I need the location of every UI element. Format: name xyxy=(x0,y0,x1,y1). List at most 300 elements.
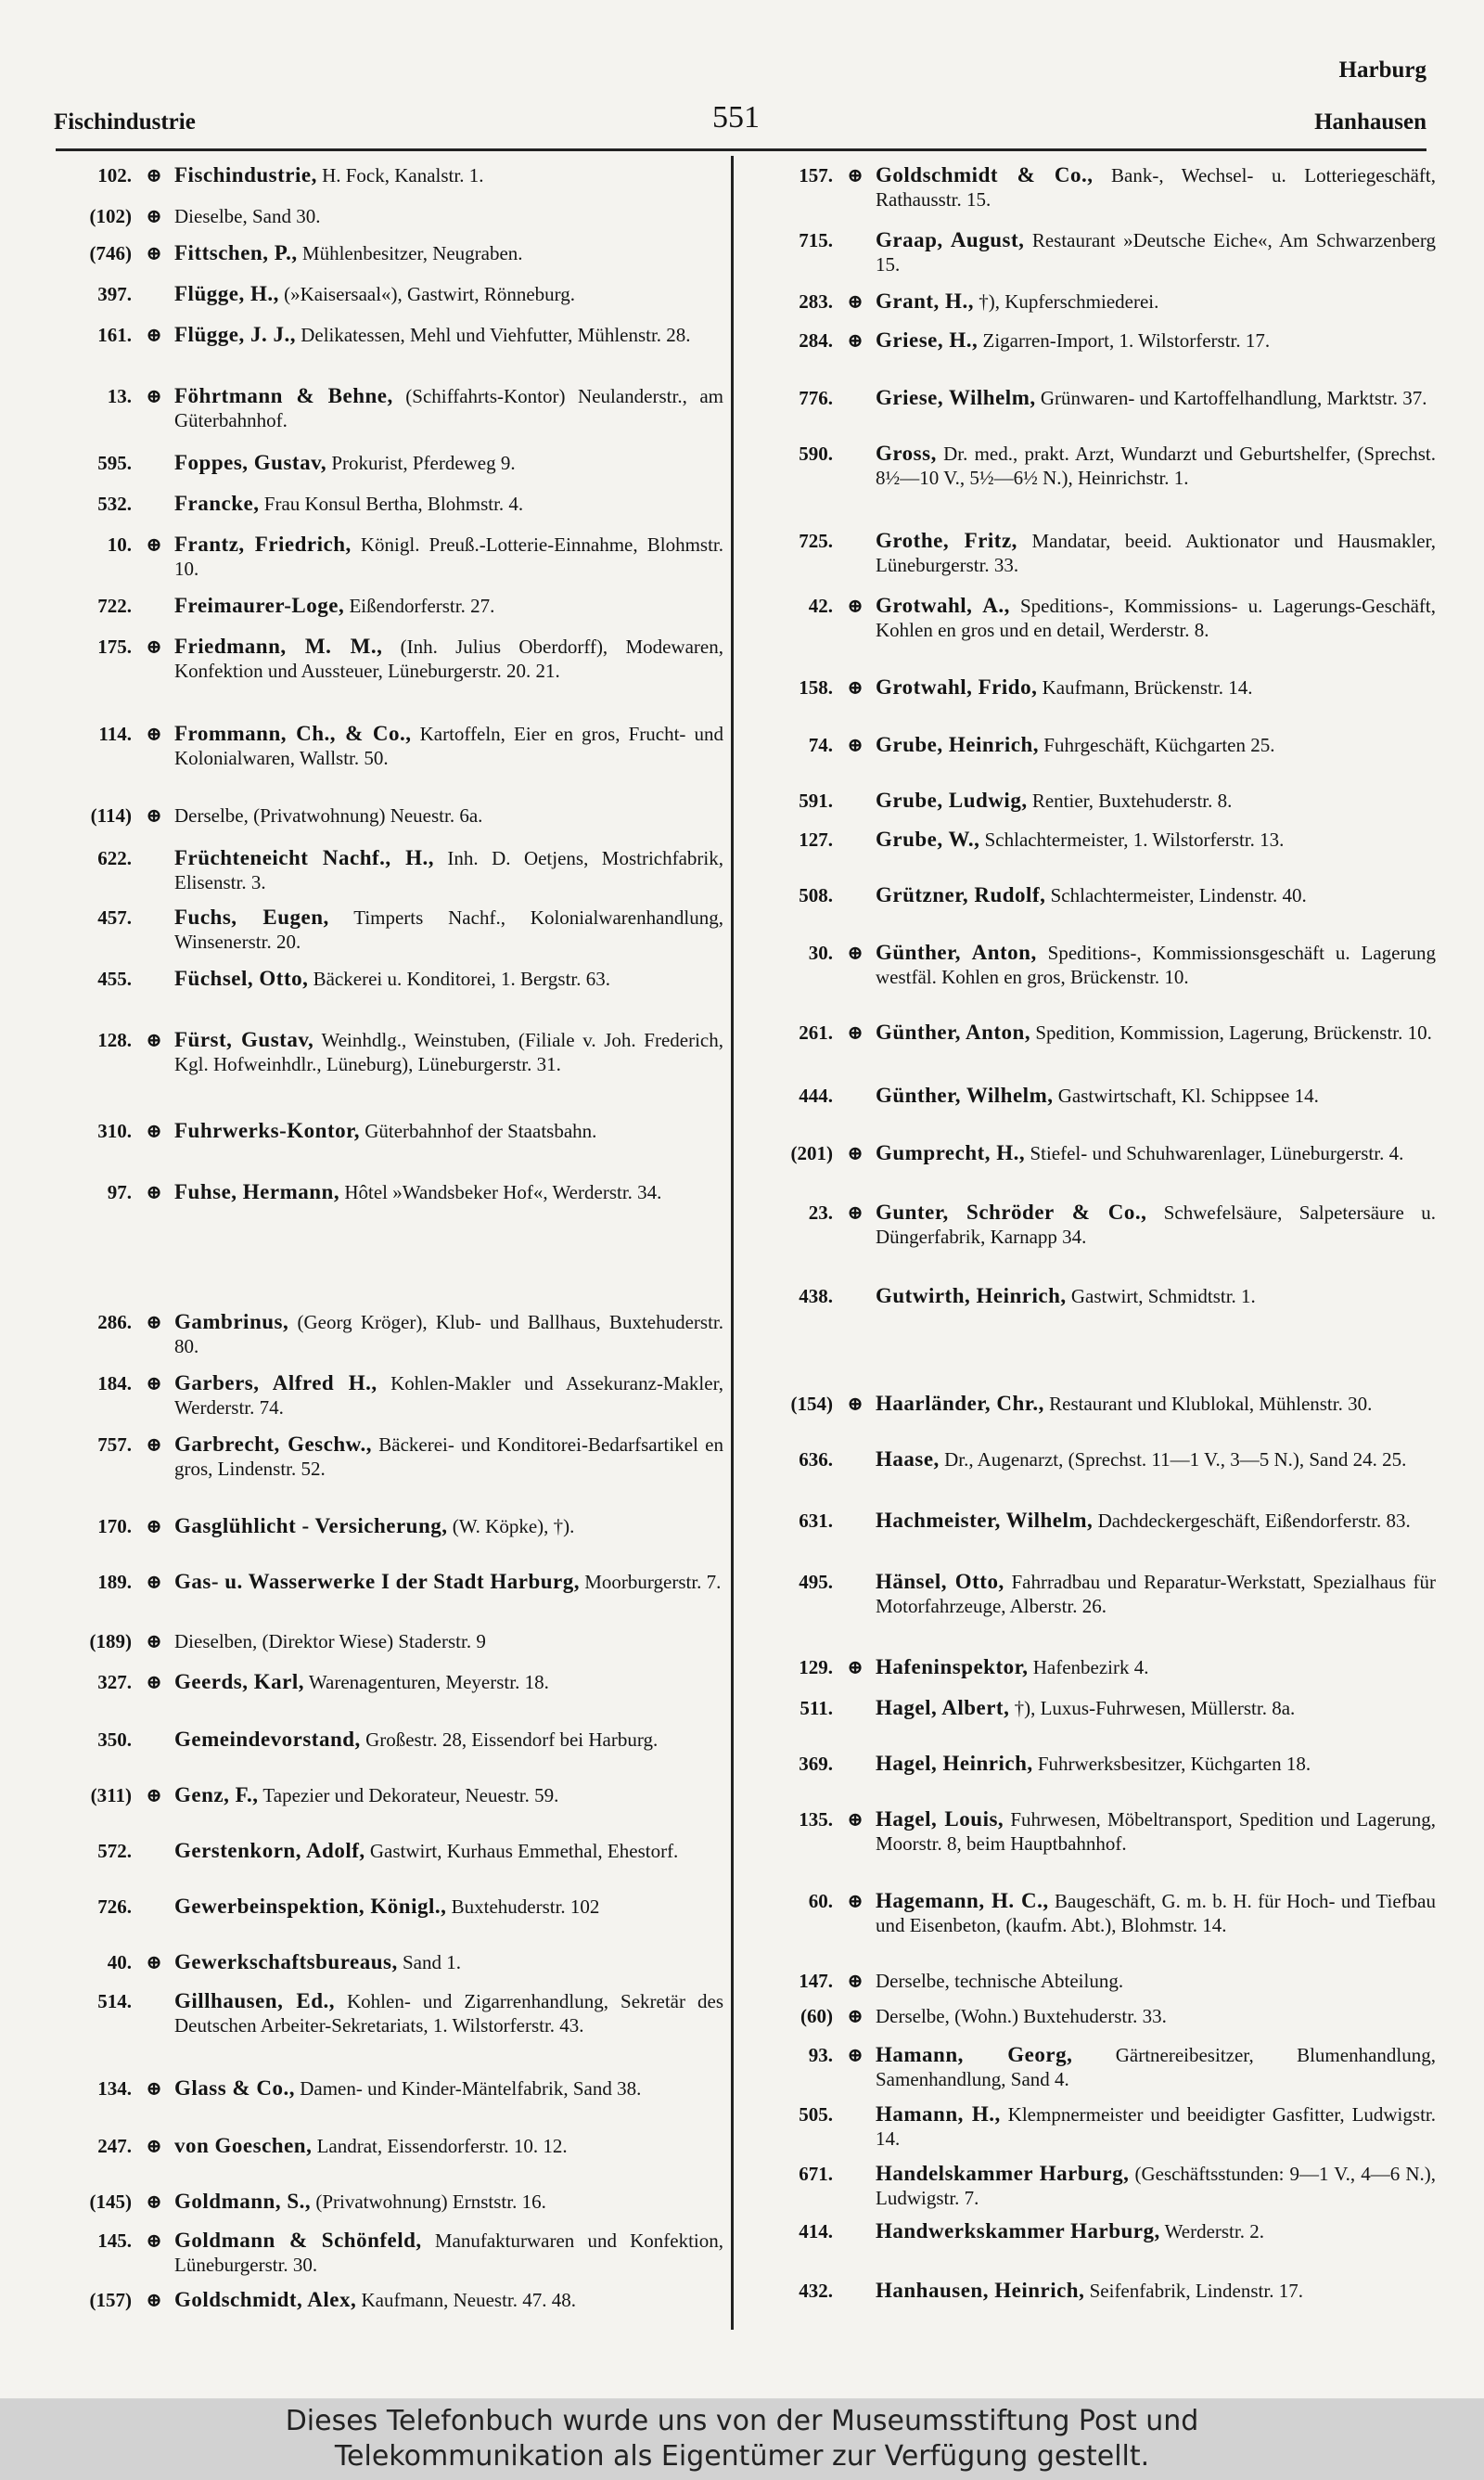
entry-text xyxy=(174,1028,723,1076)
phone-number: 60. xyxy=(808,1890,833,1912)
phone-number: 590. xyxy=(799,443,833,465)
phone-number: 455. xyxy=(97,968,132,990)
header-rule xyxy=(56,148,1426,151)
telephone-symbol-icon: ⊕ xyxy=(847,1808,864,1831)
entry-details: Timperts Nachf., Kolonialwarenhandlung, Winsenerstr. 20. xyxy=(174,906,723,953)
entry-details: Hôtel »Wandsbeker Hof«, Werderstr. 34. xyxy=(339,1181,662,1203)
entry-name: Günther, Anton, xyxy=(876,1021,1031,1044)
phone-number: 715. xyxy=(799,229,833,251)
entry-details: (Georg Kröger), Klub- und Ballhaus, Buxtehuderstr. 80. xyxy=(174,1311,723,1357)
telephone-symbol-icon: ⊕ xyxy=(847,734,864,756)
telephone-symbol-icon: ⊕ xyxy=(146,2135,162,2157)
telephone-symbol-icon: ⊕ xyxy=(146,164,162,186)
entry-text xyxy=(876,1201,1436,1249)
entry-text xyxy=(876,1752,1436,1776)
entry-details: Warenagenturen, Meyerstr. 18. xyxy=(304,1671,549,1693)
entry-name: Gemeindevorstand, xyxy=(174,1728,361,1751)
telephone-symbol-icon: ⊕ xyxy=(146,1515,162,1537)
phone-number: 438. xyxy=(799,1285,833,1307)
entry-text xyxy=(876,2102,1436,2151)
phone-number: 161. xyxy=(97,324,132,346)
phone-number: 134. xyxy=(97,2077,132,2100)
entry-text xyxy=(876,1807,1436,1856)
entry-text xyxy=(876,1447,1436,1471)
entry-details: Gastwirtschaft, Kl. Schippsee 14. xyxy=(1053,1085,1319,1107)
entry-details: Fuhrwesen, Möbeltransport, Spedition und Lagerung, Moorstr. 8, beim Hauptbahnhof. xyxy=(876,1808,1437,1855)
phone-number: (145) xyxy=(89,2191,132,2213)
entry-details: Bäckerei- und Konditorei-Bedarfsartikel en gros, Lindenstr. 52. xyxy=(174,1433,723,1480)
phone-number: 622. xyxy=(97,847,132,869)
entry-name: Hagel, Louis, xyxy=(876,1807,1004,1831)
entry-text xyxy=(174,1180,723,1204)
entry-details: Buxtehuderstr. 102 xyxy=(446,1895,600,1918)
telephone-symbol-icon: ⊕ xyxy=(847,1142,864,1164)
entry-text xyxy=(876,163,1436,212)
telephone-symbol-icon: ⊕ xyxy=(146,242,162,264)
telephone-symbol-icon: ⊕ xyxy=(146,1181,162,1203)
entry-text xyxy=(174,846,723,894)
entry-name: Hamann, H., xyxy=(876,2102,1001,2126)
footer-notice xyxy=(0,2398,1484,2480)
telephone-symbol-icon: ⊕ xyxy=(847,1022,864,1044)
entry-text xyxy=(876,883,1436,907)
entry-details: Schlachtermeister, 1. Wilstorferstr. 13. xyxy=(979,829,1285,851)
entry-text xyxy=(174,1371,723,1420)
entry-text xyxy=(876,328,1436,353)
entry-name: Hagel, Albert, xyxy=(876,1696,1010,1719)
telephone-symbol-icon: ⊕ xyxy=(146,1630,162,1652)
entry-text xyxy=(174,1119,723,1143)
phone-number: 158. xyxy=(799,676,833,699)
phone-number: 726. xyxy=(97,1895,132,1918)
entry-text xyxy=(174,2288,723,2312)
entry-details: (W. Köpke), †). xyxy=(447,1515,575,1537)
telephone-symbol-icon: ⊕ xyxy=(146,1951,162,1973)
entry-name: Graap, August, xyxy=(876,228,1025,251)
entry-text xyxy=(174,594,723,618)
telephone-symbol-icon: ⊕ xyxy=(146,636,162,658)
entry-text xyxy=(876,1021,1436,1045)
entry-name: Genz, F., xyxy=(174,1783,259,1806)
entry-text xyxy=(876,941,1436,989)
entry-details: Stiefel- und Schuhwarenlager, Lüneburgerstr. 4. xyxy=(1025,1142,1404,1164)
entry-details: Fuhrwerksbesitzer, Küchgarten 18. xyxy=(1032,1753,1311,1775)
phone-number: 725. xyxy=(799,530,833,552)
entry-details: Dieselbe, Sand 30. xyxy=(174,205,321,227)
entry-details: Tapezier und Dekorateur, Neuestr. 59. xyxy=(258,1784,559,1806)
entry-name: Gunter, Schröder & Co., xyxy=(876,1201,1147,1224)
entry-name: Flügge, J. J., xyxy=(174,323,296,346)
entry-text xyxy=(876,733,1436,757)
entry-text xyxy=(174,1310,723,1358)
entry-name: Freimaurer-Loge, xyxy=(174,594,345,617)
phone-number: 722. xyxy=(97,595,132,617)
telephone-symbol-icon: ⊕ xyxy=(146,1311,162,1333)
entry-text xyxy=(174,1895,723,1919)
entry-details: Gastwirt, Schmidtstr. 1. xyxy=(1066,1285,1256,1307)
entry-name: Fuchs, Eugen, xyxy=(174,906,329,929)
entry-text xyxy=(876,2219,1436,2243)
entry-details: Gärtnereibesitzer, Blumenhandlung, Samenhandlung, Sand 4. xyxy=(876,2044,1436,2090)
entry-name: Günther, Wilhelm, xyxy=(876,1084,1054,1107)
telephone-symbol-icon: ⊕ xyxy=(847,1656,864,1678)
entry-text xyxy=(876,442,1436,490)
entry-details: Spedition, Kommission, Lagerung, Brückenstr. 10. xyxy=(1030,1022,1432,1044)
entry-details: Hafenbezirk 4. xyxy=(1028,1656,1149,1678)
entry-name: Geerds, Karl, xyxy=(174,1670,304,1693)
entry-text xyxy=(876,1284,1436,1308)
telephone-symbol-icon: ⊕ xyxy=(146,385,162,407)
entry-name: Garbrecht, Geschw., xyxy=(174,1433,372,1456)
entry-details: Seifenfabrik, Lindenstr. 17. xyxy=(1084,2280,1303,2302)
entry-name: Gerstenkorn, Adolf, xyxy=(174,1839,365,1862)
phone-number: 175. xyxy=(97,636,132,658)
phone-number: 135. xyxy=(799,1808,833,1831)
entry-name: Hachmeister, Wilhelm, xyxy=(876,1509,1094,1532)
entry-text xyxy=(174,1728,723,1752)
telephone-symbol-icon: ⊕ xyxy=(146,324,162,346)
telephone-symbol-icon: ⊕ xyxy=(847,1970,864,1992)
telephone-symbol-icon: ⊕ xyxy=(847,1890,864,1912)
phone-number: 495. xyxy=(799,1571,833,1593)
entry-text xyxy=(174,492,723,516)
entry-details: Dachdeckergeschäft, Eißendorferstr. 83. xyxy=(1093,1510,1411,1532)
phone-number: 97. xyxy=(107,1181,132,1203)
entry-name: Griese, H., xyxy=(876,328,979,352)
entry-details: (Geschäftsstunden: 9—1 V., 4—6 N.), Ludwigstr. 7. xyxy=(876,2163,1436,2209)
telephone-symbol-icon: ⊕ xyxy=(146,723,162,745)
entry-text xyxy=(174,2229,723,2277)
telephone-symbol-icon: ⊕ xyxy=(847,942,864,964)
entry-details: Kaufmann, Neuestr. 47. 48. xyxy=(356,2289,577,2311)
entry-details: Klempnermeister und beeidigter Gasfitter, Ludwigstr. 14. xyxy=(876,2103,1436,2150)
entry-text xyxy=(174,451,723,475)
entry-details: Bank-, Wechsel- u. Lotteriegeschäft, Rathausstr. 15. xyxy=(876,164,1436,211)
phone-number: (154) xyxy=(790,1393,833,1415)
entry-text xyxy=(174,163,723,187)
entry-name: Handwerkskammer Harburg, xyxy=(876,2219,1160,2242)
telephone-symbol-icon: ⊕ xyxy=(847,676,864,699)
phone-number: 128. xyxy=(97,1029,132,1051)
entry-details: Kohlen-Makler und Assekuranz-Makler, Werderstr. 74. xyxy=(174,1372,723,1419)
entry-name: Garbers, Alfred H., xyxy=(174,1371,377,1394)
phone-number: 511. xyxy=(800,1697,833,1719)
entry-name: Haarländer, Chr., xyxy=(876,1392,1044,1415)
entry-details: Kartoffeln, Eier en gros, Frucht- und Kolonialwaren, Wallstr. 50. xyxy=(174,723,724,769)
entry-text xyxy=(174,803,723,828)
entry-details: Derselbe, technische Abteilung. xyxy=(876,1970,1124,1992)
entry-text xyxy=(876,2004,1436,2028)
entry-name: Günther, Anton, xyxy=(876,941,1037,964)
phone-number: 286. xyxy=(97,1311,132,1333)
telephone-symbol-icon: ⊕ xyxy=(146,2191,162,2213)
entry-name: Grotwahl, Frido, xyxy=(876,675,1038,699)
telephone-symbol-icon: ⊕ xyxy=(847,290,864,313)
entry-text xyxy=(876,675,1436,700)
entry-text xyxy=(876,386,1436,410)
entry-name: Fürst, Gustav, xyxy=(174,1028,314,1051)
entry-details: Gastwirt, Kurhaus Emmethal, Ehestorf. xyxy=(365,1840,679,1862)
phone-number: 74. xyxy=(808,734,833,756)
telephone-symbol-icon: ⊕ xyxy=(847,164,864,186)
entry-text xyxy=(174,384,723,432)
entry-details: Güterbahnhof der Staatsbahn. xyxy=(359,1120,597,1142)
footer-line-1: Dieses Telefonbuch wurde uns von der Museumsstiftung Post und xyxy=(285,2405,1199,2437)
entry-name: Goldschmidt & Co., xyxy=(876,163,1094,186)
telephone-symbol-icon: ⊕ xyxy=(146,1372,162,1394)
phone-number: 157. xyxy=(799,164,833,186)
entry-details: Werderstr. 2. xyxy=(1159,2220,1264,2242)
telephone-symbol-icon: ⊕ xyxy=(146,205,162,227)
entry-details: Speditions-, Kommissionsgeschäft u. Lagerung westfäl. Kohlen en gros, Brückenstr. 10. xyxy=(876,942,1436,988)
phone-number: 261. xyxy=(799,1022,833,1044)
phone-number: 145. xyxy=(97,2229,132,2252)
telephone-symbol-icon: ⊕ xyxy=(146,1120,162,1142)
entry-name: Goldmann, S., xyxy=(174,2190,312,2213)
entry-name: Hänsel, Otto, xyxy=(876,1570,1004,1593)
entry-details: Dr. med., prakt. Arzt, Wundarzt und Geburtshelfer, (Sprechst. 8½—10 V., 5½—6½ N.), Heinrichstr. 1. xyxy=(876,443,1436,489)
entry-text xyxy=(174,1433,723,1481)
phone-number: 514. xyxy=(97,1990,132,2012)
entry-text xyxy=(174,722,723,770)
entry-name: Hagel, Heinrich, xyxy=(876,1752,1033,1775)
phone-number: (114) xyxy=(90,804,132,827)
telephone-symbol-icon: ⊕ xyxy=(146,804,162,827)
entry-name: Gasglühlicht - Versicherung, xyxy=(174,1514,448,1537)
entry-text xyxy=(174,1570,723,1594)
entry-name: Frommann, Ch., & Co., xyxy=(174,722,412,745)
telephone-symbol-icon: ⊕ xyxy=(847,329,864,352)
phone-number: 127. xyxy=(799,829,833,851)
entry-details: Mandatar, beeid. Auktionator und Hausmakler, Lüneburgerstr. 33. xyxy=(876,530,1437,576)
entry-name: Gas- u. Wasserwerke I der Stadt Harburg, xyxy=(174,1570,580,1593)
entry-details: Derselbe, (Wohn.) Buxtehuderstr. 33. xyxy=(876,2005,1167,2027)
entry-details: Grünwaren- und Kartoffelhandlung, Marktstr. 37. xyxy=(1035,387,1427,409)
footer-line-2: Telekommunikation als Eigentümer zur Verfügung gestellt. xyxy=(334,2440,1150,2473)
entry-details: Damen- und Kinder-Mäntelfabrik, Sand 38. xyxy=(294,2077,642,2100)
entry-name: Grotwahl, A., xyxy=(876,594,1010,617)
phone-number: 23. xyxy=(808,1201,833,1224)
entry-name: Gumprecht, H., xyxy=(876,1141,1026,1164)
entry-details: Restaurant und Klublokal, Mühlenstr. 30. xyxy=(1043,1393,1373,1415)
phone-number: 147. xyxy=(799,1970,833,1992)
entry-name: Gambrinus, xyxy=(174,1310,289,1333)
entry-details: Dr., Augenarzt, (Sprechst. 11—1 V., 3—5 N.), Sand 24. 25. xyxy=(939,1448,1407,1471)
entry-name: Föhrtmann & Behne, xyxy=(174,384,393,407)
phone-number: 42. xyxy=(808,595,833,617)
telephone-symbol-icon: ⊕ xyxy=(146,1029,162,1051)
entry-text xyxy=(174,204,723,228)
entry-details: Speditions-, Kommissions- u. Lagerungs-Geschäft, Kohlen en gros und en detail, Werderstr. 8. xyxy=(876,595,1436,641)
phone-number: 284. xyxy=(799,329,833,352)
phone-number: 114. xyxy=(98,723,132,745)
entry-details: (Inh. Julius Oberdorff), Modewaren, Konfektion und Aussteuer, Lüneburgerstr. 20. 21. xyxy=(174,636,723,682)
phone-number: 776. xyxy=(799,387,833,409)
entry-details: Weinhdlg., Weinstuben, (Filiale v. Joh. Frederich, Kgl. Hofweinhdlr., Lüneburg), Lüneburgerstr. 31. xyxy=(174,1029,723,1075)
phone-number: (189) xyxy=(89,1630,132,1652)
entry-name: Grant, H., xyxy=(876,289,974,313)
entry-name: Gross, xyxy=(876,442,937,465)
phone-number: (746) xyxy=(89,242,132,264)
entry-details: Manufakturwaren und Konfektion, Lüneburgerstr. 30. xyxy=(174,2229,723,2276)
telephone-symbol-icon: ⊕ xyxy=(146,533,162,556)
entry-name: Fuhse, Hermann, xyxy=(174,1180,340,1203)
entry-details: Frau Konsul Bertha, Blohmstr. 4. xyxy=(259,493,524,515)
entry-details: (»Kaisersaal«), Gastwirt, Rönneburg. xyxy=(278,283,576,305)
phone-number: 397. xyxy=(97,283,132,305)
entry-name: Haase, xyxy=(876,1447,940,1471)
entry-text xyxy=(876,828,1436,852)
entry-details: Fuhrgeschäft, Küchgarten 25. xyxy=(1039,734,1275,756)
entry-details: Baugeschäft, G. m. b. H. für Hoch- und Tiefbau und Eisenbeton, (kaufm. Abt.), Blohmstr. 14. xyxy=(876,1890,1436,1936)
entry-details: Sand 1. xyxy=(397,1951,461,1973)
phone-number: 532. xyxy=(97,493,132,515)
telephone-symbol-icon: ⊕ xyxy=(146,2077,162,2100)
phone-number: 247. xyxy=(97,2135,132,2157)
entry-text xyxy=(876,1696,1436,1720)
entry-details: Königl. Preuß.-Lotterie-Einnahme, Blohmstr. 10. xyxy=(174,533,723,580)
column-divider xyxy=(731,156,734,2330)
phone-number: 30. xyxy=(808,942,833,964)
telephone-symbol-icon: ⊕ xyxy=(847,2044,864,2066)
telephone-symbol-icon: ⊕ xyxy=(146,1671,162,1693)
entry-name: Gewerbeinspektion, Königl., xyxy=(174,1895,447,1918)
entry-details: Rentier, Buxtehuderstr. 8. xyxy=(1027,790,1233,812)
phone-number: 757. xyxy=(97,1433,132,1456)
entry-details: Moorburgerstr. 7. xyxy=(580,1571,722,1593)
entry-name: Füchsel, Otto, xyxy=(174,967,309,990)
phone-number: 129. xyxy=(799,1656,833,1678)
phone-number: 432. xyxy=(799,2280,833,2302)
entry-text xyxy=(876,2162,1436,2210)
entry-details: H. Fock, Kanalstr. 1. xyxy=(316,164,484,186)
phone-number: 93. xyxy=(808,2044,833,2066)
entry-details: Zigarren-Import, 1. Wilstorferstr. 17. xyxy=(978,329,1271,352)
phone-number: 13. xyxy=(107,385,132,407)
entry-text xyxy=(174,1514,723,1538)
phone-number: (60) xyxy=(800,2005,833,2027)
phone-number: (157) xyxy=(89,2289,132,2311)
phone-number: 184. xyxy=(97,1372,132,1394)
city-heading: Harburg xyxy=(1338,58,1426,83)
entry-text xyxy=(174,967,723,991)
entry-name: Grube, Heinrich, xyxy=(876,733,1040,756)
entry-details: Prokurist, Pferdeweg 9. xyxy=(326,452,516,474)
entry-details: Derselbe, (Privatwohnung) Neuestr. 6a. xyxy=(174,804,483,827)
entry-text xyxy=(174,2076,723,2101)
entry-text xyxy=(876,1655,1436,1679)
entry-text xyxy=(174,635,723,683)
phone-number: 591. xyxy=(799,790,833,812)
telephone-symbol-icon: ⊕ xyxy=(146,1571,162,1593)
entry-details: Bäckerei u. Konditorei, 1. Bergstr. 63. xyxy=(308,968,610,990)
entry-text xyxy=(876,529,1436,577)
entry-text xyxy=(174,2190,723,2214)
entry-text xyxy=(876,1392,1436,1416)
entry-details: †), Kupferschmiederei. xyxy=(973,290,1159,313)
entry-text xyxy=(174,241,723,265)
phone-number: 350. xyxy=(97,1728,132,1751)
right-running-head: Hanhausen xyxy=(1314,109,1426,135)
phone-number: 327. xyxy=(97,1671,132,1693)
entry-text xyxy=(174,1629,723,1653)
entry-details: Restaurant »Deutsche Eiche«, Am Schwarzenberg 15. xyxy=(876,229,1436,276)
phone-number: 631. xyxy=(799,1510,833,1532)
phone-number: 457. xyxy=(97,906,132,929)
phone-number: 40. xyxy=(107,1951,132,1973)
entry-text xyxy=(876,2043,1436,2091)
entry-name: Grützner, Rudolf, xyxy=(876,883,1046,906)
entry-name: Glass & Co., xyxy=(174,2076,295,2100)
phone-number: (201) xyxy=(790,1142,833,1164)
entry-details: (Schiffahrts-Kontor) Neulanderstr., am Güterbahnhof. xyxy=(174,385,724,431)
entry-details: Inh. D. Oetjens, Mostrichfabrik, Elisenstr. 3. xyxy=(174,847,723,893)
entry-text xyxy=(876,289,1436,314)
entry-text xyxy=(876,1969,1436,1993)
entry-name: Flügge, H., xyxy=(174,282,279,305)
phone-number: 671. xyxy=(799,2163,833,2185)
entry-name: Goldschmidt, Alex, xyxy=(174,2288,357,2311)
entry-details: Kohlen- und Zigarrenhandlung, Sekretär des Deutschen Arbeiter-Sekretariats, 1. Wilstorferstr. 43. xyxy=(174,1990,723,2037)
entry-details: Fahrradbau und Reparatur-Werkstatt, Spezialhaus für Motorfahrzeuge, Alberstr. 26. xyxy=(876,1571,1436,1617)
telephone-symbol-icon: ⊕ xyxy=(146,1433,162,1456)
phone-number: 508. xyxy=(799,884,833,906)
entry-details: (Privatwohnung) Ernststr. 16. xyxy=(311,2191,546,2213)
phone-number: 310. xyxy=(97,1120,132,1142)
entry-details: Schwefelsäure, Salpetersäure u. Düngerfabrik, Karnapp 34. xyxy=(876,1201,1436,1248)
entry-name: Hagemann, H. C., xyxy=(876,1889,1049,1912)
phone-number: (102) xyxy=(89,205,132,227)
entry-name: Fuhrwerks-Kontor, xyxy=(174,1119,360,1142)
entry-name: Frantz, Friedrich, xyxy=(174,533,352,556)
phone-number: 414. xyxy=(799,2220,833,2242)
entry-text xyxy=(876,1084,1436,1108)
entry-name: Foppes, Gustav, xyxy=(174,451,327,474)
entry-details: Dieselben, (Direktor Wiese) Staderstr. 9 xyxy=(174,1630,486,1652)
entry-name: Gewerkschaftsbureaus, xyxy=(174,1950,398,1973)
telephone-symbol-icon: ⊕ xyxy=(146,2229,162,2252)
entry-text xyxy=(876,2279,1436,2303)
telephone-symbol-icon: ⊕ xyxy=(847,2005,864,2027)
phone-number: 10. xyxy=(107,533,132,556)
telephone-symbol-icon: ⊕ xyxy=(146,1784,162,1806)
phone-number: 636. xyxy=(799,1448,833,1471)
entry-name: Friedmann, M. M., xyxy=(174,635,383,658)
entry-details: Landrat, Eissendorferstr. 10. 12. xyxy=(312,2135,568,2157)
entry-text xyxy=(174,282,723,306)
telephone-symbol-icon: ⊕ xyxy=(146,2289,162,2311)
entry-text xyxy=(174,1670,723,1694)
entry-text xyxy=(174,533,723,581)
phone-number: 444. xyxy=(799,1085,833,1107)
entry-name: Grube, W., xyxy=(876,828,980,851)
phone-number: (311) xyxy=(90,1784,132,1806)
phone-number: 595. xyxy=(97,452,132,474)
entry-text xyxy=(174,1783,723,1807)
entry-details: Eißendorferstr. 27. xyxy=(344,595,495,617)
entry-name: Hanhausen, Heinrich, xyxy=(876,2279,1085,2302)
entry-text xyxy=(174,323,723,347)
entry-text xyxy=(174,2134,723,2158)
entry-name: Handelskammer Harburg, xyxy=(876,2162,1130,2185)
telephone-symbol-icon: ⊕ xyxy=(847,595,864,617)
left-running-head: Fischindustrie xyxy=(54,109,196,135)
entry-text xyxy=(174,1989,723,2037)
entry-text xyxy=(174,1950,723,1974)
entry-text xyxy=(174,906,723,954)
entry-name: Grothe, Fritz, xyxy=(876,529,1017,552)
entry-name: Griese, Wilhelm, xyxy=(876,386,1036,409)
